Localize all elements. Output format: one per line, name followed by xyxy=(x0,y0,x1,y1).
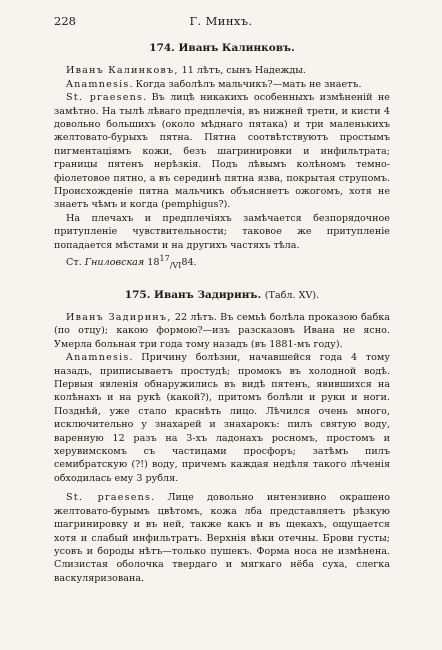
anamnesis-label: Anamnesis xyxy=(66,352,130,364)
case-175-intro xyxy=(54,311,390,351)
page-header xyxy=(54,14,388,30)
patient-name: Иванъ Задиринъ, xyxy=(66,312,172,323)
page-number: 228 xyxy=(54,14,76,28)
case-175-anamnesis xyxy=(54,351,390,485)
case-174-anamnesis-text: . Когда заболѣлъ мальчикъ?—мать не знаетъ. xyxy=(129,78,362,90)
case-174-intro-text: 11 лѣтъ, сынъ Надежды. xyxy=(178,65,306,77)
anamnesis-label: Anamnesis xyxy=(66,78,130,90)
table-reference: (Табл. XV). xyxy=(264,289,320,301)
running-title: Г. Минхъ. xyxy=(189,14,253,28)
case-174-sensitivity: На плечахъ и предплечіяхъ замѣчается безпорядочное притупленіе чувствительности; таковое же притупленіе попадается мѣстами и на другихъ частяхъ тѣла. xyxy=(54,212,390,251)
case-174-intro xyxy=(54,64,390,77)
status-praesens-label: St. praesens xyxy=(66,492,152,504)
patient-name: Иванъ Калинковъ, xyxy=(66,65,179,77)
case-174-status xyxy=(54,91,390,212)
case-175-anamnesis-text: . Причину болѣзни, начавшейся года 4 тому назадъ, приписываетъ простудѣ; промокъ въ холодной водѣ. Первыя явленія обнаружились въ видѣ пятенъ, явившихся на колѣнахъ и на рукѣ (какой?), притомъ болѣли и руки и ноги. Позднѣй, уже стало краснѣть лицо. Лѣчился очень много, исключительно у знахарей и знахарокъ: пилъ святую воду, варенную 12 разъ на 3-хъ ладонахъ росномъ, простомъ и херувимскомъ съ частицами просфоръ; затѣмъ пилъ семибратскую (?!) воду, причемъ каждая недѣля такого лѣченія обходилась ему 3 рубля. xyxy=(54,352,390,484)
citation-place: Гниловская xyxy=(84,257,145,269)
case-175-status xyxy=(54,491,390,585)
case-174-citation: Ст. Гниловская $18^{17}_{/VI}84$. xyxy=(66,254,197,271)
page-content xyxy=(54,38,390,585)
case-175-title: 175. Иванъ Задиринъ. (Табл. XV). xyxy=(124,288,320,301)
case-174-status-text: . Въ лицѣ никакихъ особенныхъ измѣненій не замѣтно. На тылѣ лѣваго предплечія, въ нижней трети, и кисти 4 довольно большихъ (около мѣднаго пятака) и три маленькихъ желтовато-бурыхъ пятна. Пятна соотвѣтствуютъ простымъ пигментаціямъ кожи, безъ шагринировки и инфильтрата; границы пятенъ нерѣзкія. Подъ лѣвымъ колѣномъ темно-фіолетовое пятно, а въ серединѣ пятна язва, покрытая струпомъ. Происхожденіе пятна мальчикъ объясняетъ ожогомъ, хотя не знаетъ чѣмъ и когда (pemphigus?). xyxy=(54,92,390,211)
case-175-status-text: . Лице довольно интензивно окрашено желтовато-бурымъ цвѣтомъ, кожа лба представляетъ рѣзкую шагринировку и въ ней, также какъ и въ щекахъ, ощущается хотя и слабый инфильтратъ. Верхнія вѣки отечны. Брови густы; усовъ и бороды нѣтъ—только пушекъ. Форма носа не измѣнена. Слизистая оболочка твердаго и мягкаго нёба суха, слегка васкуляризована. xyxy=(54,492,391,584)
case-175-intro-text: 22 лѣтъ. Въ семьѣ болѣла проказою бабка (по отцу); какою формою?—изъ разсказовъ Ивана не ясно. Умерла больная три года тому назадъ (въ 1881-мъ году). xyxy=(54,312,390,350)
case-174-anamnesis xyxy=(54,78,390,91)
status-praesens-label: St. praesens xyxy=(66,92,144,104)
case-174-title: 174. Иванъ Калинковъ. xyxy=(149,42,295,54)
